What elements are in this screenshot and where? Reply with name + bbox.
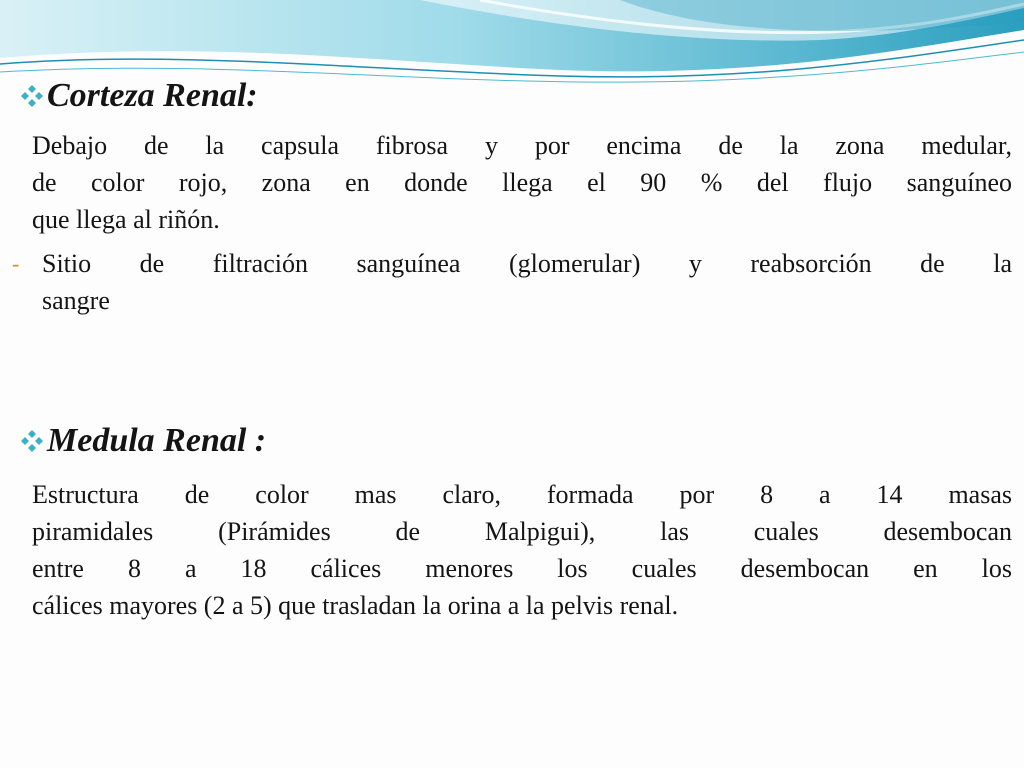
bullet-text bbox=[42, 245, 1012, 319]
heading-text: Medula Renal : bbox=[47, 422, 267, 459]
paragraph-line: de color rojo, zona en donde llega el 90 % del flujo sanguíneo bbox=[32, 168, 1012, 197]
paragraph-line: cálices mayores (2 a 5) que trasladan la orina a la pelvis renal. bbox=[32, 591, 679, 620]
paragraph-corteza bbox=[32, 127, 1012, 238]
diamond-bullet-icon bbox=[18, 427, 46, 455]
dash-bullet-marker: - bbox=[12, 251, 20, 276]
heading-text: Corteza Renal: bbox=[47, 77, 258, 114]
bullet-line: Sitio de filtración sanguínea (glomerular) y reabsorción de la bbox=[42, 249, 1012, 278]
paragraph-line: Debajo de la capsula fibrosa y por encima de la zona medular, bbox=[32, 131, 1012, 160]
section-heading-medula bbox=[18, 421, 266, 461]
bullet-line: sangre bbox=[42, 286, 110, 315]
diamond-bullet-icon bbox=[18, 82, 46, 110]
paragraph-medula bbox=[32, 476, 1012, 624]
paragraph-line: piramidales (Pirámides de Malpigui), las cuales desembocan bbox=[32, 517, 1012, 546]
section-heading-corteza bbox=[18, 76, 258, 116]
paragraph-line: entre 8 a 18 cálices menores los cuales desembocan en los bbox=[32, 554, 1012, 583]
paragraph-line: que llega al riñón. bbox=[32, 205, 220, 234]
paragraph-line: Estructura de color mas claro, formada por 8 a 14 masas bbox=[32, 480, 1012, 509]
